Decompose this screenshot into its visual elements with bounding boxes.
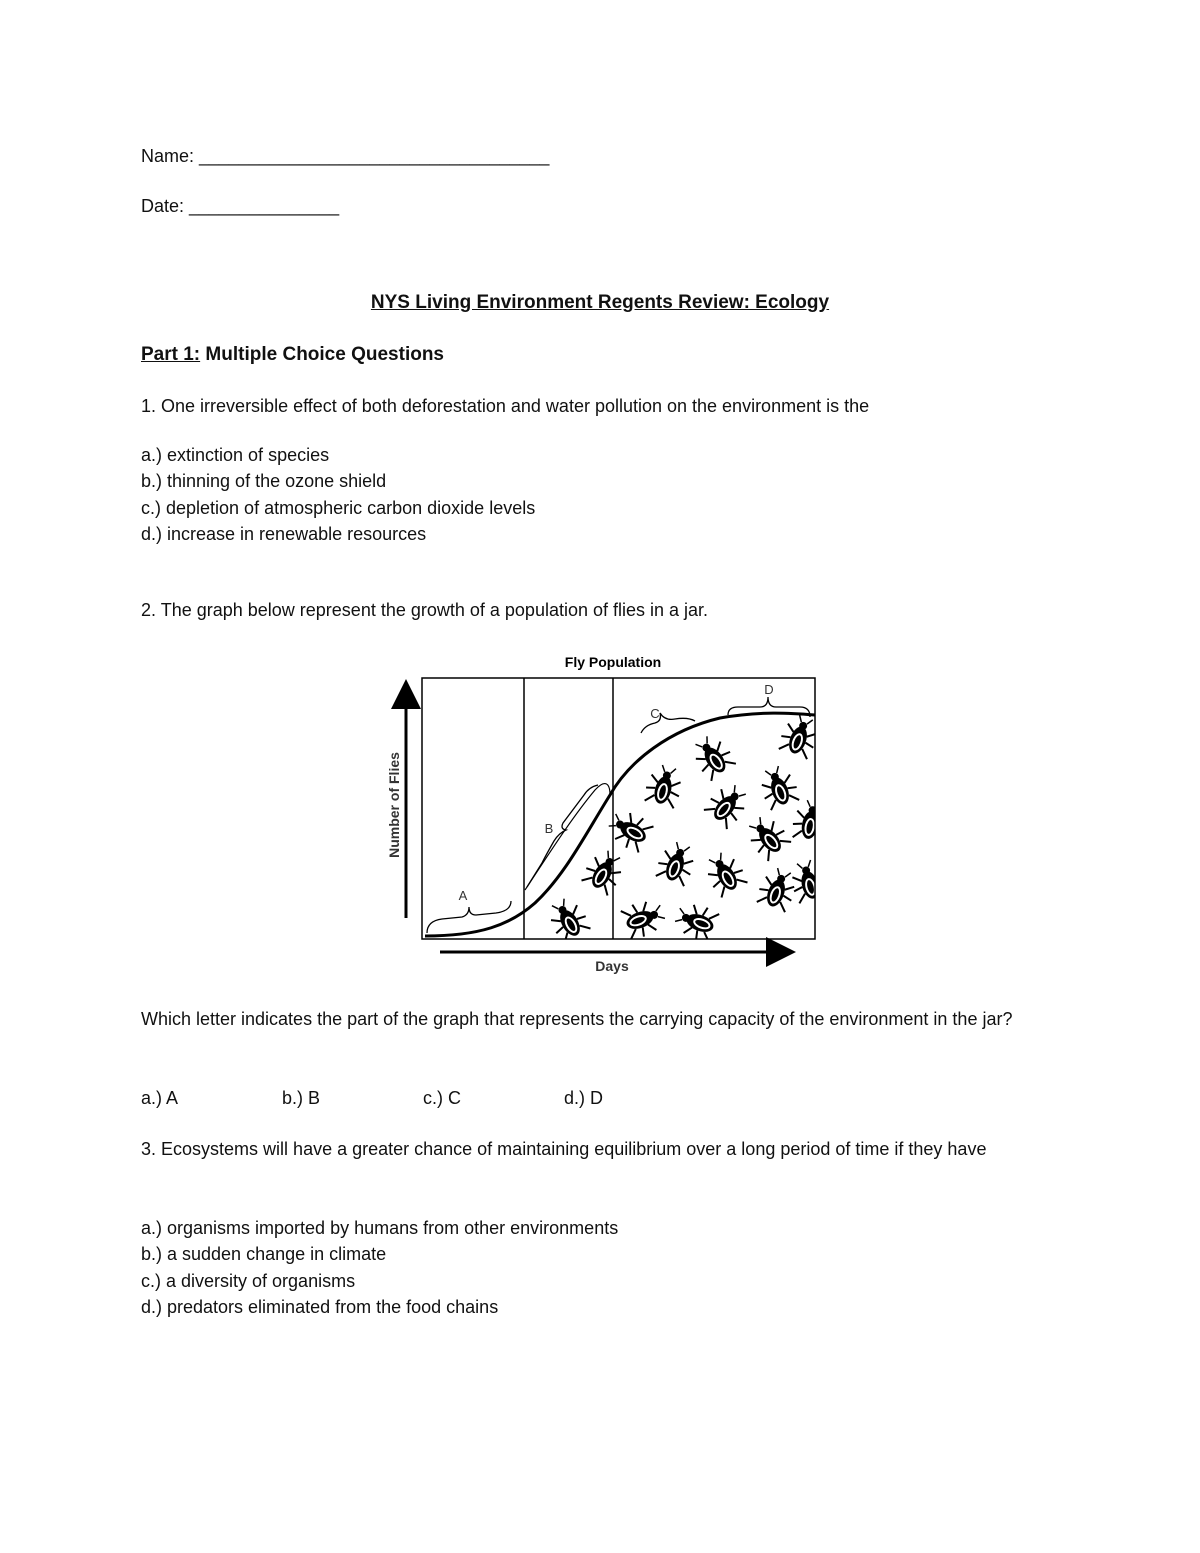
question-number: 3. (141, 1139, 157, 1159)
plot-frame (422, 678, 815, 939)
q2-option-b[interactable]: b.) B (282, 1088, 321, 1108)
chart-title: Fly Population (564, 654, 662, 670)
x-axis-label: Days (595, 958, 629, 974)
q1-option-c[interactable]: c.) depletion of atmospheric carbon dioxide levels (141, 498, 536, 518)
fly-images (543, 712, 830, 945)
question-text: Ecosystems will have a greater chance of maintaining equilibrium over a long period of time if they have (161, 1139, 987, 1159)
page-title: NYS Living Environment Regents Review: Ecology (370, 292, 830, 313)
question-2 (141, 598, 708, 622)
brace-a (427, 901, 511, 933)
q2-option-c[interactable]: c.) C (423, 1088, 461, 1108)
q3-option-c[interactable]: c.) a diversity of organisms (141, 1271, 356, 1291)
name-line[interactable]: Name: ___________________________________ (141, 146, 550, 166)
q3-option-d[interactable]: d.) predators eliminated from the food chains (141, 1297, 499, 1317)
q1-option-b[interactable]: b.) thinning of the ozone shield (141, 471, 387, 491)
question-number: 2. (141, 600, 157, 620)
segment-label-d: D (764, 682, 774, 697)
question-3 (141, 1134, 1061, 1164)
question-text: The graph below represent the growth of a population of flies in a jar. (160, 600, 709, 620)
q2-option-d[interactable]: d.) D (564, 1088, 604, 1108)
date-line[interactable]: Date: _______________ (141, 196, 340, 216)
q2-option-a[interactable]: a.) A (141, 1088, 179, 1108)
part-label: Part 1: (141, 344, 201, 365)
question-number: 1. (141, 396, 157, 416)
y-axis-label: Number of Flies (386, 752, 402, 858)
segment-label-b: B (544, 821, 554, 836)
q3-option-a[interactable]: a.) organisms imported by humans from other environments (141, 1218, 619, 1238)
part-text: Multiple Choice Questions (200, 344, 444, 365)
fly-population-graph (370, 645, 830, 980)
segment-label-c: C (650, 706, 660, 721)
segment-label-a: A (458, 888, 468, 903)
part-heading (141, 343, 444, 367)
q1-option-a[interactable]: a.) extinction of species (141, 445, 330, 465)
q2-prompt: Which letter indicates the part of the graph that represents the carrying capacity of the environment in the jar? (141, 1009, 1013, 1029)
question-text: One irreversible effect of both deforestation and water pollution on the environment is the (161, 396, 870, 416)
question-1 (141, 394, 869, 418)
q1-option-d[interactable]: d.) increase in renewable resources (141, 524, 427, 544)
q3-option-b[interactable]: b.) a sudden change in climate (141, 1244, 387, 1264)
